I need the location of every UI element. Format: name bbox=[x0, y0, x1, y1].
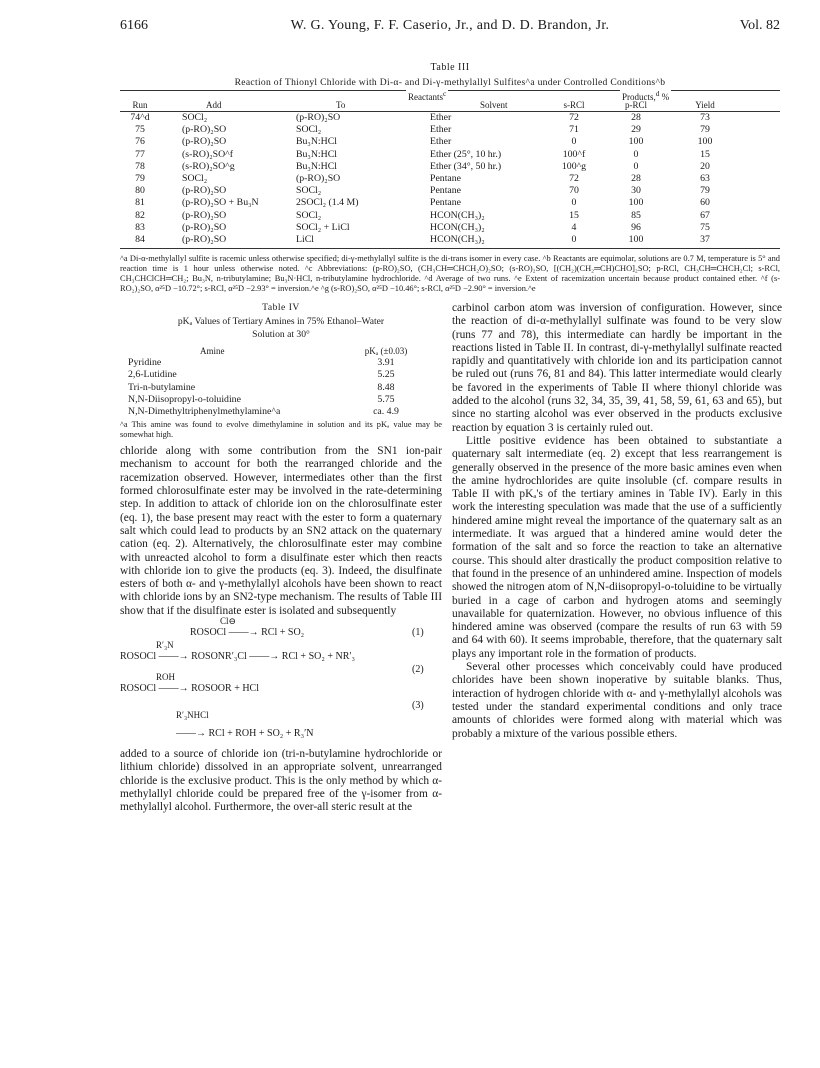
group-products: Products, bbox=[622, 92, 656, 102]
col-solvent: Solvent bbox=[480, 100, 508, 110]
table3-cell-s-rcl: 4 bbox=[571, 221, 577, 233]
table4 bbox=[120, 345, 442, 418]
eq1-body: ROSOCl ——→ RCl + SO₂ bbox=[190, 626, 305, 638]
table3-cell-add: (p-RO)₂SO + Bu₃N bbox=[182, 197, 259, 209]
left-paragraph-1: chloride along with some contribution from the SN1 ion-pair mechanism to account for both the rearranged chloride and the racemization observed. However, intermediates other than the first formed chlorosulfinate ester may be involved in the rate-determining step. In addition to attack of chloride ion on the chlorosulfinate ester (eq. 1), the base present may react with the ester to form a quaternary salt which could lead to products by an SN2 attack on the quaternary cation (eq. 2). Alternatively, the chlorosulfinate ester may combine with unreacted alcohol to form a disulfinate ester which then reacts with chloride ion to give the products (eq. 3). Indeed, the disulfinate esters of both α- and γ-methylallyl alcohols have been shown to react with chloride ions by an SN2-type mechanism. The results of Table III show that if the disulfinate ester is isolated and subsequently bbox=[120, 445, 442, 617]
table3-cell-p-rcl: 30 bbox=[631, 185, 641, 197]
table3-row bbox=[120, 222, 780, 234]
table3-cell-s-rcl: 0 bbox=[571, 197, 577, 209]
table3-cell-s-rcl: 100^g bbox=[561, 160, 587, 172]
table3-cell-p-rcl: 100 bbox=[628, 136, 644, 148]
table3-cell-to: 2SOCl₂ (1.4 M) bbox=[296, 197, 359, 209]
table3-cell-p-rcl: 28 bbox=[631, 172, 641, 184]
table3-cell-s-rcl: 71 bbox=[569, 124, 579, 136]
page-number: 6166 bbox=[120, 18, 148, 33]
table3-cell-p-rcl: 96 bbox=[631, 221, 641, 233]
table3-cell-s-rcl: 100^f bbox=[562, 148, 586, 160]
table3-label: Table III bbox=[430, 62, 470, 73]
table3-cell-s-rcl: 72 bbox=[569, 172, 579, 184]
table3-cell-run: 76 bbox=[135, 136, 145, 148]
table3-cell-p-rcl: 28 bbox=[631, 112, 641, 123]
col-add: Add bbox=[206, 100, 222, 110]
table3-cell-p-rcl: 85 bbox=[631, 209, 641, 221]
table3-cell-to: LiCl bbox=[296, 233, 314, 245]
table4-col-pk: pKₐ (±0.03) bbox=[364, 346, 408, 356]
right-paragraph-3: Several other processes which conceivably could have produced chlorides have been shown inoperative by suitable blanks. Thus, interaction of hydrogen chloride with α- and γ-methylallyl alcohols was tested under the standard experimental conditions and only trace amounts of chlorides were formed along with material which was probably a mixture of the various possible ethers. bbox=[452, 661, 782, 740]
table3-footnote-text: ^a Di-α-methylallyl sulfite is racemic unless otherwise specified; di-γ-methylallyl sulfite is the di-trans isomer in every case. ^b Reactants are equimolar, solutions are 0.7 M, temperature is 5° and reaction time is 1 hour unless otherwise noted. ^c Abbreviations: (p-RO)₂SO, (CH₃CH═CHCH₂O)₂SO; (s-RO)₂SO, [(CH₂)(CH₂═CH)CHO]₂SO; p-RCl, CH₃CH═CHCH₂Cl; s-RCl, CH₃CHClCH═CH₂; Bu₃N, n-tributylamine; Bu₃N·HCl, n-tributylamine hydrochloride. ^d Average of two runs. ^e Extent of racemization uncertain because product contained ether. ^f (s-RO₂)₂SO, α²⁵D −10.72°; s-RCl, α²⁵D −2.93° = inversion.^e ^g (s-RO)₂SO, α²⁵D −10.46°; s-RCl, α²⁵D −2.90° = inversion.^e bbox=[120, 254, 780, 293]
col-yield: Yield bbox=[695, 100, 715, 110]
right-paragraph-1: carbinol carbon atom was inversion of configuration. However, since the reaction of di-α-methylallyl sulfinate was found to be very slow (runs 77 and 78), this intermediate can hardly be important in the reactions listed in Table II. In contrast, di-γ-methylallyl sulfinate reacted rapidly and quantitatively with chloride ion and its participation cannot be ruled out (runs 76, 81 and 84). This latter intermediate would clearly be favored in the experiments of Table II where thionyl chloride was added to the alcohol (runs 32, 34, 35, 39, 41, 58, 59, 61, 63 and 65), but since no starting alcohol was ever observed in the products exclusive reaction by equation 3 is certainly ruled out. bbox=[452, 302, 782, 434]
table4-cell-amine: Pyridine bbox=[128, 357, 162, 369]
table3-cell-run: 82 bbox=[135, 209, 145, 221]
table3-cell-solvent: Ether (25°, 10 hr.) bbox=[430, 148, 502, 160]
equation-2 bbox=[120, 639, 442, 675]
equation-3-products bbox=[120, 728, 442, 746]
table3-cell-add: (p-RO)₂SO bbox=[182, 233, 227, 245]
table4-cell-amine: N,N-Diisopropyl-o-toluidine bbox=[128, 393, 241, 405]
table3-cell-yield: 63 bbox=[700, 172, 710, 184]
equation-3-continuation bbox=[120, 698, 442, 728]
group-products-mark: d bbox=[655, 89, 660, 98]
table3-cell-run: 75 bbox=[135, 124, 145, 136]
table4-caption-line1: pKₐ Values of Tertiary Amines in 75% Ethanol–Water bbox=[177, 316, 385, 327]
table3-cell-run: 74^d bbox=[130, 112, 150, 123]
table3-cell-yield: 60 bbox=[700, 197, 710, 209]
table4-body bbox=[120, 357, 442, 418]
table3-cell-to: SOCl₂ bbox=[296, 185, 322, 197]
table3-row bbox=[120, 210, 780, 222]
table3-row bbox=[120, 161, 780, 173]
table3-cell-yield: 75 bbox=[700, 221, 710, 233]
table4-cell-pk: 5.25 bbox=[377, 369, 395, 381]
table3-cell-add: (p-RO)₂SO bbox=[182, 185, 227, 197]
table3-row bbox=[120, 136, 780, 148]
eq2-reagent: R′₃N bbox=[156, 639, 174, 650]
table3-cell-p-rcl: 100 bbox=[628, 233, 644, 245]
left-paragraph-2: added to a source of chloride ion (tri-n-butylamine hydrochloride or lithium chloride) dissolved in an appropriate solvent, unrearranged chloride is the exclusive product. This is the only method by which α-methylallyl chloride could be prepared free of the γ-isomer from α-methylallyl alcohol. Furthermore, the over-all steric result at the bbox=[120, 747, 442, 814]
table3-cell-yield: 79 bbox=[700, 185, 710, 197]
table3-row bbox=[120, 173, 780, 185]
table3-cell-s-rcl: 15 bbox=[569, 209, 579, 221]
table3-row bbox=[120, 124, 780, 136]
table4-cell-amine: N,N-Dimethyltriphenylmethylamine^a bbox=[128, 405, 281, 417]
group-reactants: Reactants bbox=[408, 92, 443, 102]
table3-cell-add: (p-RO)₂SO bbox=[182, 221, 227, 233]
table3-cell-to: SOCl₂ bbox=[296, 209, 322, 221]
table3-cell-solvent: Ether bbox=[430, 136, 452, 148]
table3-cell-yield: 67 bbox=[700, 209, 710, 221]
table4-footnote: ^a This amine was found to evolve dimethylamine in solution and its pKₐ value may be somewhat high. bbox=[120, 420, 442, 440]
table4-caption bbox=[120, 315, 442, 341]
table3-cell-to: SOCl₂ + LiCl bbox=[296, 221, 350, 233]
equation-3 bbox=[120, 671, 442, 698]
table4-cell-pk: 3.91 bbox=[377, 357, 395, 369]
group-reactants-mark: c bbox=[443, 89, 447, 98]
table3-cell-run: 84 bbox=[135, 233, 145, 245]
table3-cell-yield: 37 bbox=[700, 233, 710, 245]
table4-caption-line2: Solution at 30° bbox=[252, 329, 310, 340]
eq2-number: (2) bbox=[412, 663, 424, 675]
col-s-rcl: s-RCl bbox=[563, 100, 585, 110]
table3-cell-p-rcl: 29 bbox=[631, 124, 641, 136]
table4-cell-pk: 8.48 bbox=[377, 381, 395, 393]
table3-row bbox=[120, 185, 780, 197]
col-p-rcl: p-RCl bbox=[624, 100, 647, 110]
table3-cell-p-rcl: 100 bbox=[628, 197, 644, 209]
table3-cell-run: 78 bbox=[135, 160, 145, 172]
eq3-sub-body: ——→ RCl + ROH + SO₂ + R₃′N bbox=[176, 727, 314, 739]
table3-cell-to: Bu₃N:HCl bbox=[296, 160, 337, 172]
table4-row bbox=[120, 369, 442, 381]
table3-cell-add: SOCl₂ bbox=[182, 172, 208, 184]
table3-cell-yield: 15 bbox=[700, 148, 710, 160]
table3-cell-p-rcl: 0 bbox=[633, 148, 639, 160]
table3-cell-add: (p-RO)₂SO bbox=[182, 136, 227, 148]
eq2-body: ROSOCl ——→ ROSONR′₃Cl ——→ RCl + SO₂ + NR′₃ bbox=[120, 650, 356, 662]
table3-cell-s-rcl: 0 bbox=[571, 136, 577, 148]
col-run: Run bbox=[132, 100, 148, 110]
table3-cell-solvent: Ether bbox=[430, 112, 452, 123]
table3-cell-p-rcl: 0 bbox=[633, 160, 639, 172]
table3-cell-run: 80 bbox=[135, 185, 145, 197]
volume-label: Vol. 82 bbox=[739, 18, 780, 33]
table3-cell-to: (p-RO)₂SO bbox=[296, 112, 341, 123]
table3-cell-s-rcl: 70 bbox=[569, 185, 579, 197]
table3-row bbox=[120, 112, 780, 124]
table3-cell-solvent: Pentane bbox=[430, 172, 462, 184]
table4-cell-amine: 2,6-Lutidine bbox=[128, 369, 177, 381]
table4-header-row bbox=[120, 345, 442, 357]
table3-caption: Reaction of Thionyl Chloride with Di-α- and Di-γ-methylallyl Sulfites^a under Controlled Conditions^b bbox=[234, 77, 666, 88]
table4-cell-pk: 5.75 bbox=[377, 393, 395, 405]
table3-cell-solvent: HCON(CH₃)₂ bbox=[430, 209, 485, 221]
table4-row bbox=[120, 406, 442, 418]
table3-row bbox=[120, 197, 780, 209]
table3-cell-to: Bu₃N:HCl bbox=[296, 136, 337, 148]
table3-cell-yield: 73 bbox=[700, 112, 710, 123]
group-products-unit: % bbox=[661, 92, 670, 102]
table3-top-rule bbox=[120, 90, 780, 91]
table3-cell-to: SOCl₂ bbox=[296, 124, 322, 136]
table3-cell-run: 81 bbox=[135, 197, 145, 209]
left-column bbox=[120, 302, 442, 814]
table3-cell-solvent: Pentane bbox=[430, 197, 462, 209]
table3-cell-add: (p-RO)₂SO bbox=[182, 124, 227, 136]
table4-row bbox=[120, 382, 442, 394]
table3-cell-add: (p-RO)₂SO bbox=[182, 209, 227, 221]
table3-cell-solvent: Ether bbox=[430, 124, 452, 136]
table3-cell-solvent: Pentane bbox=[430, 185, 462, 197]
table4-row bbox=[120, 394, 442, 406]
table3-cell-s-rcl: 0 bbox=[571, 233, 577, 245]
table3-bottom-rule bbox=[120, 248, 780, 249]
table4-cell-amine: Tri-n-butylamine bbox=[128, 381, 196, 393]
table3-row bbox=[120, 149, 780, 161]
right-paragraph-2: Little positive evidence has been obtained to substantiate a quaternary salt intermediate (eq. 2) except that less rearrangement is generally observed in the presence of the more basic amines even when the amine hydrochlorides are quite insoluble (cf. compare results in Table II with pKₐ's of the tertiary amines in Table IV). Early in this work the interesting speculation was made that the use of a sufficiently hindered amine might reveal the importance of the quaternary salt as an intermediate. It was argued that a hindered amine would deter the formation of the salt and so force the reaction to take an alternative course. This should alter drastically the product composition relative to that found in the presence of an unhindered amine. Inspection of models showed the nitrogen atom of N,N-diisopropyl-o-toluidine to be virtually buried in a cage of carbon and hydrogen atoms and seemingly unavailable for quaternization. However, no obvious influence of this hindered amine was observed (compare the results of run 63 with 59 and 64 with 60). It seems improbable, therefore, that the quaternary salt plays any important role in the formation of products. bbox=[452, 434, 782, 660]
running-authors: W. G. Young, F. F. Caserio, Jr., and D. D. Brandon, Jr. bbox=[290, 18, 610, 33]
table3-cell-solvent: Ether (34°, 50 hr.) bbox=[430, 160, 502, 172]
eq3-body: ROSOCl ——→ ROSOOR + HCl bbox=[120, 682, 259, 694]
eq1-number: (1) bbox=[412, 626, 424, 638]
table3-cell-yield: 20 bbox=[700, 160, 710, 172]
table3-cell-to: (p-RO)₂SO bbox=[296, 172, 341, 184]
eq3-number: (3) bbox=[412, 699, 424, 711]
table3-cell-run: 79 bbox=[135, 172, 145, 184]
right-column bbox=[452, 302, 782, 741]
table3-body bbox=[120, 112, 780, 246]
table3-cell-add: SOCl₂ bbox=[182, 112, 208, 123]
eq3-sub-reagent: R′₃NHCl bbox=[176, 709, 209, 720]
table3-cell-solvent: HCON(CH₃)₂ bbox=[430, 233, 485, 245]
table3-cell-run: 83 bbox=[135, 221, 145, 233]
table3-cell-add: (s-RO)₂SO^g bbox=[182, 160, 235, 172]
table3-row bbox=[120, 234, 780, 246]
col-to: To bbox=[336, 100, 346, 110]
table3-cell-to: Bu₃N:HCl bbox=[296, 148, 337, 160]
running-header bbox=[120, 18, 780, 38]
table3-cell-add: (s-RO)₂SO^f bbox=[182, 148, 234, 160]
table4-row bbox=[120, 357, 442, 369]
eq1-reagent: Cl⊖ bbox=[220, 615, 237, 626]
eq3-reagent: ROH bbox=[156, 671, 176, 682]
table3-cell-s-rcl: 72 bbox=[569, 112, 579, 123]
table4-col-amine: Amine bbox=[200, 346, 225, 356]
table3-footnotes bbox=[120, 254, 780, 294]
table3-cell-yield: 79 bbox=[700, 124, 710, 136]
table3-cell-yield: 100 bbox=[697, 136, 713, 148]
table3-cell-solvent: HCON(CH₃)₂ bbox=[430, 221, 485, 233]
table4-cell-pk: ca. 4.9 bbox=[373, 405, 399, 417]
table4-label: Table IV bbox=[262, 302, 300, 313]
table3-cell-run: 77 bbox=[135, 148, 145, 160]
